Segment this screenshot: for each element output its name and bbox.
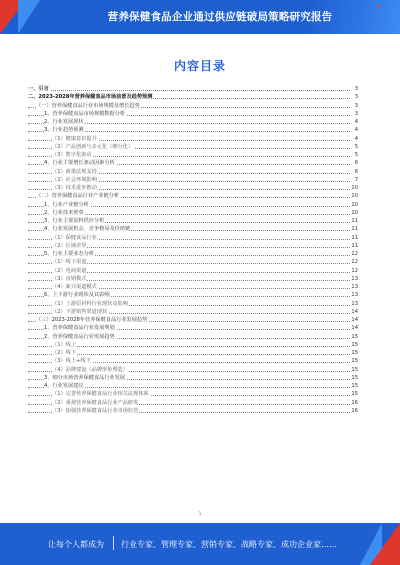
toc-entry-title: 1、行业产业链分析 [44,201,89,208]
toc-entry-page: 15 [351,341,358,348]
toc-entry[interactable] [28,267,358,275]
toc-entry-page: 10 [351,209,358,216]
toc-entry-page: 12 [351,267,358,274]
toc-entry-title: （1）上游原材料行业现状及影响 [52,300,128,307]
toc-entry-title: （3）线上+线下 [52,358,91,365]
toc-entry-page: 10 [351,193,358,200]
toc-entry-title: （三）2023-2028年营养保健食品行业发展趋势 [36,317,148,323]
toc-entry[interactable] [28,135,358,143]
toc-entry[interactable] [28,192,358,200]
toc-entry-title: （1）健康意识提升 [52,135,97,142]
toc-entry[interactable] [28,168,358,176]
toc-entry-title: （3）技术进步推动 [52,185,97,191]
toc-entry[interactable] [28,374,358,382]
toc-entry[interactable] [28,275,358,283]
toc-entry-page: 15 [351,350,358,356]
toc-entry-page: 5 [354,152,358,158]
toc-entry-title: （3）加强营养保健食品行业市场监管 [52,407,139,414]
toc-entry-page: 15 [351,391,358,398]
toc-entry[interactable] [28,407,358,415]
toc-entry-page: 3 [354,94,358,101]
toc-entry-page: 16 [351,407,358,414]
header-blue-corner [18,0,40,34]
toc-entry[interactable] [28,349,358,357]
toc-entry[interactable] [28,85,358,93]
toc-entry[interactable] [28,366,358,374]
toc-entry[interactable] [28,93,358,101]
toc-entry-title: 2、行业技术壁垒 [44,209,84,216]
toc-entry-title: （1）完善营养保健食品行业相关法规体系 [52,391,149,398]
header-dot-icon [377,5,380,8]
toc-entry[interactable] [28,250,358,258]
toc-entry-page: 13 [351,275,358,282]
footer-slogan-right: 行业专家、管理专家、营销专家、战略专家、成功企业家…… [121,540,337,549]
toc-entry[interactable] [28,399,358,407]
toc-entry-page: 10 [351,201,358,208]
toc-entry[interactable] [28,308,358,316]
toc-entry-page: 13 [351,300,358,307]
toc-entry[interactable] [28,291,358,299]
toc-entry-page: 15 [351,366,358,373]
toc-entry-title: 二、2023-2028年营养保健食品市场前景及趋势预测 [28,94,153,101]
toc-entry-title: 4、行业主要增长驱动因素分析 [44,160,115,167]
toc-entry-page: 14 [351,325,358,332]
toc-entry-title: （2）下游销售渠道现状 [52,308,108,315]
toc-entry-page: 14 [351,317,358,323]
toc-entry[interactable] [28,209,358,217]
toc-entry[interactable] [28,316,358,324]
toc-entry-title: （4）新兴渠道模式 [52,284,97,290]
toc-entry-page: 11 [351,242,358,249]
toc-entry-title: 3、行业主要原料供应分析 [44,218,105,224]
toc-entry-page: 12 [351,251,358,257]
toc-entry[interactable] [28,242,358,250]
toc-entry-page: 3 [354,102,358,109]
toc-entry-page: 7 [354,176,358,183]
toc-entry-title: （2）产品创新与多元化（细分化） [52,143,134,150]
toc-entry[interactable] [28,184,358,192]
toc-entry[interactable] [28,324,358,332]
toc-entry[interactable] [28,300,358,308]
toc-entry-page: 15 [351,374,358,381]
toc-entry[interactable] [28,126,358,134]
toc-entry[interactable] [28,201,358,209]
footer-banner [0,523,400,565]
toc-entry-title: 4、行业发展机会、竞争格局及价值链 [44,226,131,233]
toc-entry[interactable] [28,258,358,266]
toc-entry-title: 6、上下游行业现状及其影响 [44,292,110,299]
toc-entry-title: （4）品牌建设（品牌形象塑造） [52,366,128,373]
toc-entry-title: （1）保健食品行业 [52,234,97,241]
toc-entry[interactable] [28,357,358,365]
footer-slogan-left: 让每个人都成为 [48,540,104,549]
toc-entry-title: 2、营养保健食品行业发展趋势 [44,333,115,340]
toc-entry[interactable] [28,333,358,341]
toc-entry-title: 5、行业主要业态分析 [44,251,94,257]
toc-entry-page: 4 [354,135,358,142]
toc-entry-title: （1）政策法规支持 [52,168,97,175]
toc-entry-page: 11 [351,218,358,224]
toc-entry-page: 13 [351,292,358,299]
toc-entry-page: 11 [351,226,358,233]
toc-entry-title: （2）电商渠道 [52,267,87,274]
toc-entry-title: 4、行业发展建议 [44,383,84,389]
page-number: 1 [198,511,202,516]
toc-entry-page: 15 [351,333,358,340]
toc-entry-title: 3、行业趋势预测 [44,127,84,134]
toc-entry-page: 15 [351,358,358,365]
toc-entry-page: 12 [351,259,358,266]
toc-entry-page: 4 [354,127,358,134]
toc-entry[interactable] [28,390,358,398]
toc-entry[interactable] [28,341,358,349]
toc-entry[interactable] [28,382,358,390]
toc-entry-page: 13 [351,284,358,290]
toc-entry[interactable] [28,143,358,151]
toc-entry-title: （2）社会环境影响 [52,176,97,183]
document-title: 营养保健食品企业通过供应链破局策略研究报告 [107,11,333,23]
toc-entry[interactable] [28,118,358,126]
toc-entry[interactable] [28,234,358,242]
toc-entry-page: 16 [351,399,358,406]
table-of-contents [28,85,358,415]
toc-entry-title: （1）线上 [52,341,77,348]
toc-entry-page: 10 [351,185,358,191]
toc-entry-title: （2）区域差异 [52,242,87,249]
toc-entry-page: 15 [351,383,358,389]
toc-entry[interactable] [28,283,358,291]
toc-entry[interactable] [28,176,358,184]
toc-entry-title: （二）营养保健食品行业产业链分析 [36,193,120,200]
toc-entry-page: 6 [354,160,358,167]
toc-entry-title: （3）直销模式 [52,275,87,282]
toc-entry-title: 2、行业发展现状 [44,119,84,125]
toc-entry-title: （2）线下 [52,350,77,356]
toc-entry-page: 4 [354,119,358,125]
toc-heading: 内容目录 [173,59,226,73]
header-banner [0,0,400,34]
toc-entry[interactable] [28,217,358,225]
toc-dot-leader [28,90,350,91]
toc-entry-title: （2）重视营养保健食品行业产品研发 [52,399,139,406]
toc-entry[interactable] [28,110,358,118]
toc-entry-title: （3）数字化驱动 [52,152,92,158]
toc-entry-page: 6 [354,168,358,175]
toc-entry-page: 3 [354,110,358,117]
footer-divider [113,536,114,550]
toc-entry-title: 1、营养保健食品市场规模数据分析 [44,110,126,117]
toc-entry-title: 一、引言 [28,86,49,92]
toc-entry-page: 3 [354,86,358,92]
toc-entry-title: 1、营养保健食品行业发展规划 [44,325,115,332]
toc-entry[interactable] [28,102,358,110]
toc-entry-title: （一）营养保健食品行业市场规模及增长趋势 [36,102,140,109]
toc-entry[interactable] [28,159,358,167]
toc-entry-page: 11 [351,234,358,241]
toc-entry[interactable] [28,225,358,233]
footer-red-corner [370,523,400,565]
toc-entry-page: 5 [354,143,358,150]
toc-entry-title: 3、细分市场营养保健食品行业发展 [44,374,126,381]
toc-entry-page: 14 [351,308,358,315]
toc-entry-title: （1）线下渠道 [52,259,87,266]
toc-entry[interactable] [28,151,358,159]
